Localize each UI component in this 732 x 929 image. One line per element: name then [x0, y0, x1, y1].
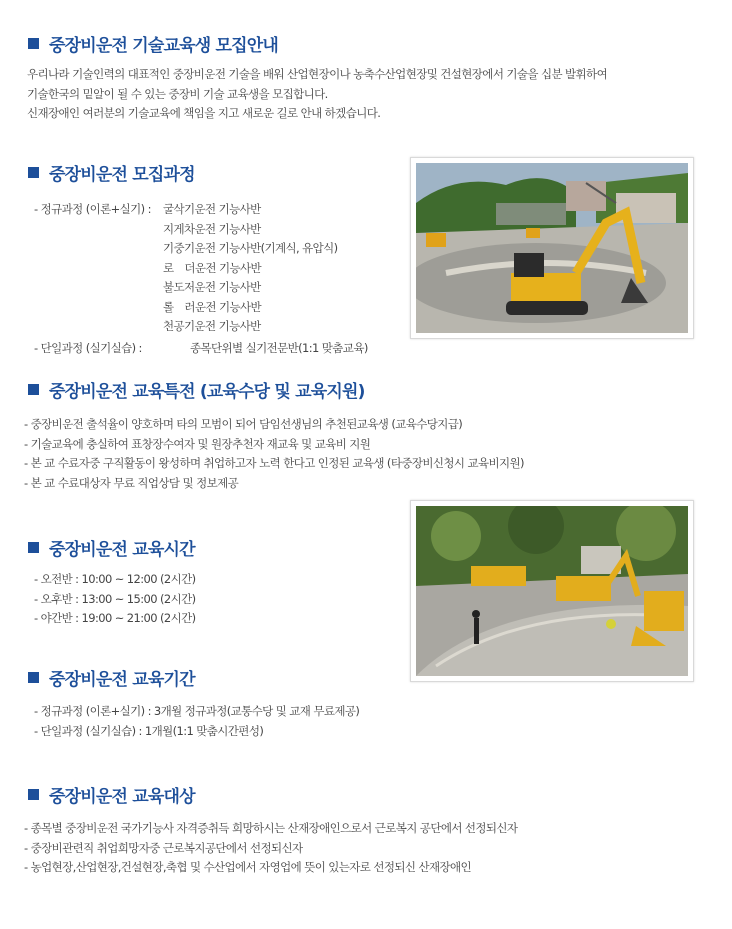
benefit-item: - 본 교 수료대상자 무료 직업상담 및 정보제공	[24, 475, 239, 490]
benefit-item: - 기술교육에 충실하여 표창장수여자 및 원장추천자 재교육 및 교육비 지원	[24, 436, 371, 451]
page-title: 중장비운전 기술교육생 모집안내	[28, 31, 278, 56]
course-item: 불도저운전 기능사반	[163, 280, 261, 294]
benefits-heading: 중장비운전 교육특전 (교육수당 및 교육지원)	[28, 377, 365, 402]
hours-item: - 오후반 : 13:00 ~ 15:00 (2시간)	[34, 591, 196, 606]
hours-item: - 오전반 : 10:00 ~ 12:00 (2시간)	[34, 572, 196, 586]
benefit-item: - 본 교 수료자중 구직활동이 왕성하며 취업하고자 노력 한다고 인정된 교육생 (타중장비신청시 교육비지원)	[24, 456, 524, 470]
intro-paragraph	[27, 65, 607, 124]
bullet-square-icon	[28, 672, 39, 683]
regular-course-list	[163, 200, 338, 337]
excavator-photo	[410, 157, 694, 339]
target-heading: 중장비운전 교육대상	[28, 782, 195, 807]
bullet-square-icon	[28, 167, 39, 178]
target-item: - 중장비관련직 취업희망자중 근로복지공단에서 선정되신자	[24, 840, 303, 855]
benefits-list	[24, 415, 524, 493]
intro-line: 신재장애인 여러분의 기술교육에 책임을 지고 새로운 길로 안내 하겠습니다.	[27, 106, 381, 120]
target-list	[24, 819, 517, 878]
bullet-square-icon	[28, 789, 39, 800]
period-item: - 단일과정 (실기실습) : 1개월(1:1 맞춤시간편성)	[34, 723, 264, 738]
bullet-square-icon	[28, 38, 39, 49]
course-item: 기중기운전 기능사반(기계식, 유압식)	[163, 241, 338, 255]
hours-item: - 야간반 : 19:00 ~ 21:00 (2시간)	[34, 611, 196, 625]
hours-list	[34, 570, 196, 629]
single-course-item: 종목단위별 실기전문반(1:1 맞춤교육)	[190, 341, 368, 355]
intro-line: 기술한국의 밑알이 될 수 있는 중장비 기술 교육생을 모집합니다.	[27, 86, 328, 101]
single-course-label: - 단일과정 (실기실습) :	[34, 341, 142, 355]
period-item: - 정규과정 (이론+실기) : 3개월 정규과정(교통수당 및 교재 무료제공)	[34, 704, 360, 718]
recruit-heading: 중장비운전 모집과정	[28, 160, 195, 185]
regular-course-label: - 정규과정 (이론+실기) :	[34, 202, 151, 216]
target-item: - 종목별 중장비운전 국가기능사 자격증취득 희망하시는 산재장애인으로서 근로복지 공단에서 선정되신자	[24, 821, 518, 835]
hours-heading: 중장비운전 교육시간	[28, 535, 195, 560]
period-heading: 중장비운전 교육기간	[28, 665, 195, 690]
course-item: 롤 러운전 기능사반	[163, 299, 262, 314]
bullet-square-icon	[28, 542, 39, 553]
training-yard-image	[416, 506, 688, 676]
course-item: 로 더운전 기능사반	[163, 260, 262, 275]
course-item: 천공기운전 기능사반	[163, 319, 261, 333]
bullet-square-icon	[28, 384, 39, 395]
benefit-item: - 중장비운전 출석율이 양호하며 타의 모범이 되어 담임선생님의 추천된교육생 (교육수당지급)	[24, 417, 463, 431]
course-item: 지게차운전 기능사반	[163, 221, 261, 236]
excavator-yard-image	[416, 163, 688, 333]
period-list	[34, 702, 359, 741]
target-item: - 농업현장,산업현장,건설현장,축협 및 수산업에서 자영업에 뜻이 있는자로 선정되신 산재장애인	[24, 860, 472, 874]
intro-line: 우리나라 기술인력의 대표적인 중장비운전 기술을 배워 산업현장이나 농축수산업현장및 건설현장에서 기술을 십분 발휘하여	[27, 67, 608, 81]
training-yard-photo	[410, 500, 694, 682]
course-item: 굴삭기운전 기능사반	[163, 202, 261, 216]
